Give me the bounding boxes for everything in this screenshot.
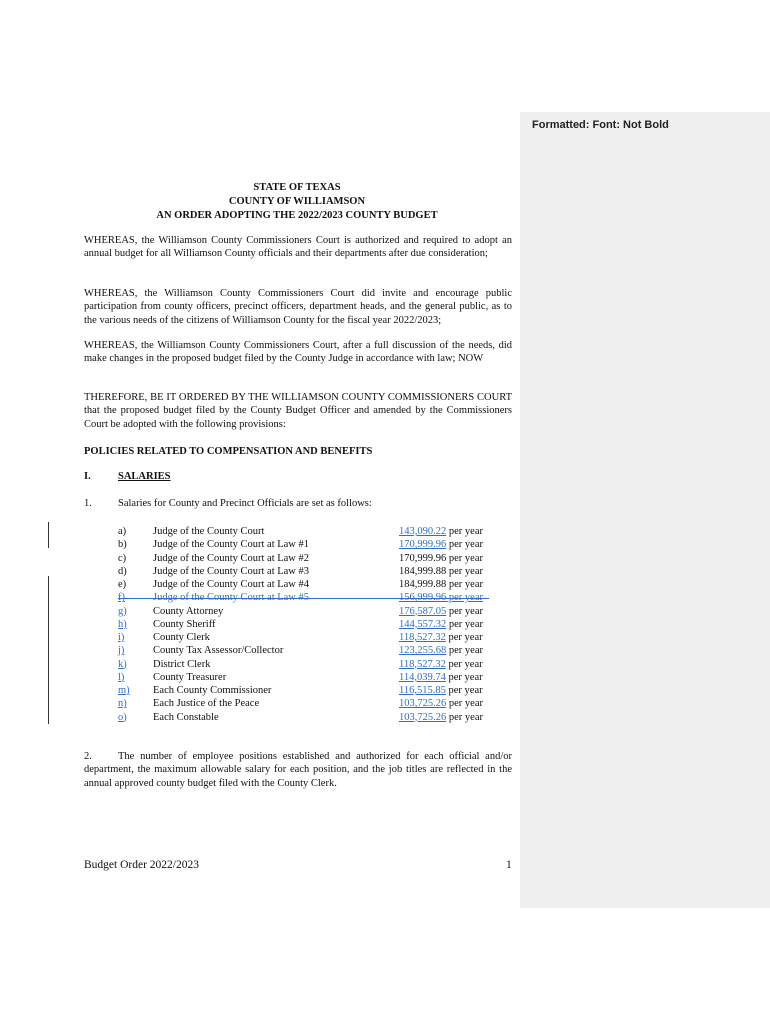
therefore-paragraph: THEREFORE, BE IT ORDERED BY THE WILLIAMSON COUNTY COMMISSIONERS COURT that the proposed budget filed by the County Budget Officer and amended by the Commissioners Court be adopted with the following provisions:: [84, 392, 512, 430]
salary-office: Judge of the County Court at Law #1: [153, 539, 310, 551]
salary-row: [0, 538, 520, 551]
salary-office: County Sheriff: [153, 618, 216, 630]
salary-row: [0, 658, 520, 671]
salary-suffix: per year: [446, 565, 483, 577]
salary-office: County Clerk: [153, 632, 210, 643]
salary-office: Each County Commissioner: [153, 685, 272, 696]
comment-balloon-text[interactable]: Formatted: Font: Not Bold: [532, 119, 669, 131]
salary-letter: i): [118, 632, 125, 643]
salary-office: County Tax Assessor/Collector: [153, 645, 284, 657]
salary-letter: n): [118, 698, 127, 710]
item-2-text: The number of employee positions established and authorized for each official and/or department, the maximum allowable salary for each position, and the job titles are reflected in the annual approved county budget filed with the County Clerk.: [84, 751, 512, 789]
salary-suffix: per year: [445, 671, 483, 683]
salary-row: [0, 552, 520, 565]
salary-row: [0, 671, 520, 684]
salary-suffix: per year: [446, 526, 483, 537]
salary-row: [0, 684, 520, 697]
salary-letter: f): [118, 592, 125, 604]
salary-office: Judge of the County Court at Law #4: [153, 579, 310, 590]
salary-suffix: per year: [445, 658, 483, 670]
salary-suffix: per year: [446, 579, 483, 590]
salary-letter: j): [118, 645, 125, 657]
item-2-number: 2.: [84, 751, 92, 762]
salary-amount: 144,557.32: [399, 618, 447, 630]
salary-office: Judge of the County Court: [153, 526, 265, 537]
item-2-paragraph: [84, 750, 512, 790]
salary-letter: k): [118, 658, 127, 670]
salary-suffix: per year: [446, 592, 483, 604]
salary-suffix: per year: [446, 698, 483, 710]
salary-row: [0, 605, 520, 618]
section-salaries-title: SALARIES: [118, 471, 171, 482]
salary-row: [0, 631, 520, 644]
salary-suffix: per year: [446, 711, 483, 723]
salary-office: Judge of the County Court at Law #5: [153, 592, 310, 604]
salary-letter: c): [118, 552, 127, 564]
salary-office: Judge of the County Court at Law #3: [153, 565, 310, 577]
salary-letter: l): [118, 671, 125, 683]
salary-amount: 170,999.96: [399, 552, 447, 564]
salary-amount: 118,527.32: [399, 658, 446, 670]
salary-suffix: per year: [446, 645, 483, 657]
salary-row: [0, 618, 520, 631]
salary-letter: g): [118, 605, 127, 617]
footer-title: Budget Order 2022/2023: [84, 859, 199, 871]
salary-amount: 103,725.26: [399, 711, 447, 723]
salary-amount: 116,515.85: [399, 685, 446, 696]
salary-office: Each Justice of the Peace: [153, 698, 260, 710]
salary-suffix: per year: [446, 552, 483, 564]
strikethrough-line: [118, 598, 489, 599]
page-number: 1: [506, 859, 512, 871]
salary-suffix: per year: [446, 539, 483, 551]
salary-amount: 184,999.88: [399, 579, 447, 590]
salary-suffix: per year: [445, 632, 483, 643]
salary-amount: 118,527.32: [399, 632, 446, 643]
comments-pane[interactable]: [520, 112, 770, 908]
salary-office: District Clerk: [153, 658, 211, 670]
header-order-title: AN ORDER ADOPTING THE 2022/2023 COUNTY BUDGET: [156, 210, 438, 221]
salary-row: [0, 578, 520, 591]
salary-amount: 114,039.74: [399, 671, 446, 683]
salary-amount: 184,999.88: [399, 565, 447, 577]
salary-letter: e): [118, 579, 127, 590]
salary-letter: d): [118, 565, 127, 577]
header-county: COUNTY OF WILLIAMSON: [228, 196, 366, 207]
salary-suffix: per year: [446, 618, 483, 630]
whereas-paragraph-2: WHEREAS, the Williamson County Commissioners Court did invite and encourage public participation from county officers, precinct officers, department heads, and the general public, as to the various needs of the citizens of Williamson County for the fiscal year 2022/2023;: [84, 288, 512, 326]
salary-list: [0, 525, 520, 724]
whereas-paragraph-1: WHEREAS, the Williamson County Commissioners Court is authorized and required to adopt an annual budget for all Williamson County officials and their departments after due consideration;: [84, 235, 512, 260]
section-title: POLICIES RELATED TO COMPENSATION AND BENEFITS: [84, 446, 373, 457]
salary-letter: a): [118, 526, 127, 537]
salary-letter: o): [118, 711, 127, 723]
salary-letter: h): [118, 618, 127, 630]
salary-amount: 176,587.05: [399, 605, 447, 617]
item-1-number: 1.: [84, 498, 92, 509]
salary-row: [0, 565, 520, 578]
salary-letter: m): [118, 685, 130, 696]
salary-office: Each Constable: [153, 711, 219, 723]
salary-row: [0, 525, 520, 538]
section-roman-numeral: I.: [84, 471, 91, 482]
salary-amount: 156,999.96: [399, 592, 447, 604]
salary-office: Judge of the County Court at Law #2: [153, 552, 310, 564]
salary-amount: 143,090.22: [399, 526, 447, 537]
salary-office: County Attorney: [153, 605, 224, 617]
salary-amount: 170,999.96: [399, 539, 447, 551]
header-state: STATE OF TEXAS: [253, 182, 341, 193]
salary-office: County Treasurer: [153, 671, 227, 683]
salary-amount: 103,725.26: [399, 698, 447, 710]
salary-suffix: per year: [446, 605, 483, 617]
salary-row: [0, 697, 520, 710]
salary-letter: b): [118, 539, 127, 551]
whereas-paragraph-3: WHEREAS, the Williamson County Commissioners Court, after a full discussion of the needs, did make changes in the proposed budget filed by the County Judge in accordance with law; NOW: [84, 340, 512, 365]
salary-row: [0, 644, 520, 657]
salary-row-deleted: [0, 591, 520, 604]
salary-row: [0, 711, 520, 724]
salary-amount: 123,255.68: [399, 645, 447, 657]
salary-suffix: per year: [445, 685, 483, 696]
item-1-text: Salaries for County and Precinct Officials are set as follows:: [118, 498, 372, 509]
